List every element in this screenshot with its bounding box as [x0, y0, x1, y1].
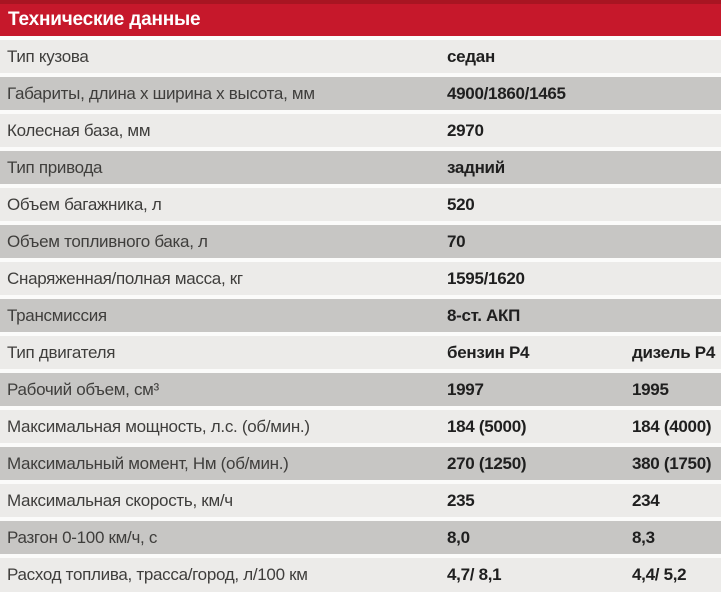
spec-row	[0, 484, 721, 517]
spec-label: Колесная база, мм	[7, 121, 151, 140]
spec-label: Рабочий объем, см³	[7, 380, 159, 399]
spec-row	[0, 77, 721, 110]
spec-value-col1: 4,7/ 8,1	[447, 565, 502, 584]
spec-value-col1: 4900/1860/1465	[447, 84, 566, 103]
spec-label: Максимальный момент, Нм (об/мин.)	[7, 454, 289, 473]
spec-label: Тип кузова	[7, 47, 89, 66]
spec-value-col1: 2970	[447, 121, 484, 140]
spec-label: Габариты, длина х ширина х высота, мм	[7, 84, 315, 103]
table-body	[0, 40, 721, 592]
spec-label: Объем багажника, л	[7, 195, 162, 214]
spec-value-col1: 520	[447, 195, 475, 214]
spec-row	[0, 521, 721, 554]
spec-value-col2: 4,4/ 5,2	[632, 565, 687, 584]
spec-label: Разгон 0-100 км/ч, с	[7, 528, 158, 547]
table-title: Технические данные	[8, 9, 201, 30]
spec-value-col2: 184 (4000)	[632, 417, 712, 436]
spec-row	[0, 151, 721, 184]
spec-value-col1: 184 (5000)	[447, 417, 527, 436]
spec-row	[0, 410, 721, 443]
spec-value-col1: 235	[447, 491, 475, 510]
spec-value-col1: 8-ст. АКП	[447, 306, 521, 325]
spec-row	[0, 558, 721, 592]
spec-row	[0, 336, 721, 369]
spec-value-col2: 8,3	[632, 528, 655, 547]
spec-value-col1: седан	[447, 47, 495, 66]
spec-label: Объем топливного бака, л	[7, 232, 208, 251]
spec-label: Максимальная мощность, л.с. (об/мин.)	[7, 417, 310, 436]
spec-label: Снаряженная/полная масса, кг	[7, 269, 243, 288]
table-header	[0, 0, 721, 36]
spec-value-col2: 234	[632, 491, 660, 510]
spec-value-col2: 380 (1750)	[632, 454, 712, 473]
spec-label: Максимальная скорость, км/ч	[7, 491, 233, 510]
spec-value-col1: бензин Р4	[447, 343, 530, 362]
spec-value-col1: 270 (1250)	[447, 454, 527, 473]
spec-label: Расход топлива, трасса/город, л/100 км	[7, 565, 308, 584]
spec-label: Трансмиссия	[7, 306, 107, 325]
spec-row	[0, 373, 721, 406]
spec-value-col1: задний	[447, 158, 505, 177]
spec-value-col2: 1995	[632, 380, 669, 399]
spec-row	[0, 299, 721, 332]
spec-value-col2: дизель Р4	[632, 343, 715, 362]
spec-value-col1: 8,0	[447, 528, 470, 547]
spec-label: Тип привода	[7, 158, 103, 177]
spec-label: Тип двигателя	[7, 343, 116, 362]
spec-row	[0, 40, 721, 73]
spec-value-col1: 70	[447, 232, 466, 251]
spec-row	[0, 188, 721, 221]
spec-row	[0, 447, 721, 480]
spec-row	[0, 114, 721, 147]
spec-value-col1: 1595/1620	[447, 269, 525, 288]
spec-row	[0, 262, 721, 295]
spec-value-col1: 1997	[447, 380, 484, 399]
spec-row	[0, 225, 721, 258]
